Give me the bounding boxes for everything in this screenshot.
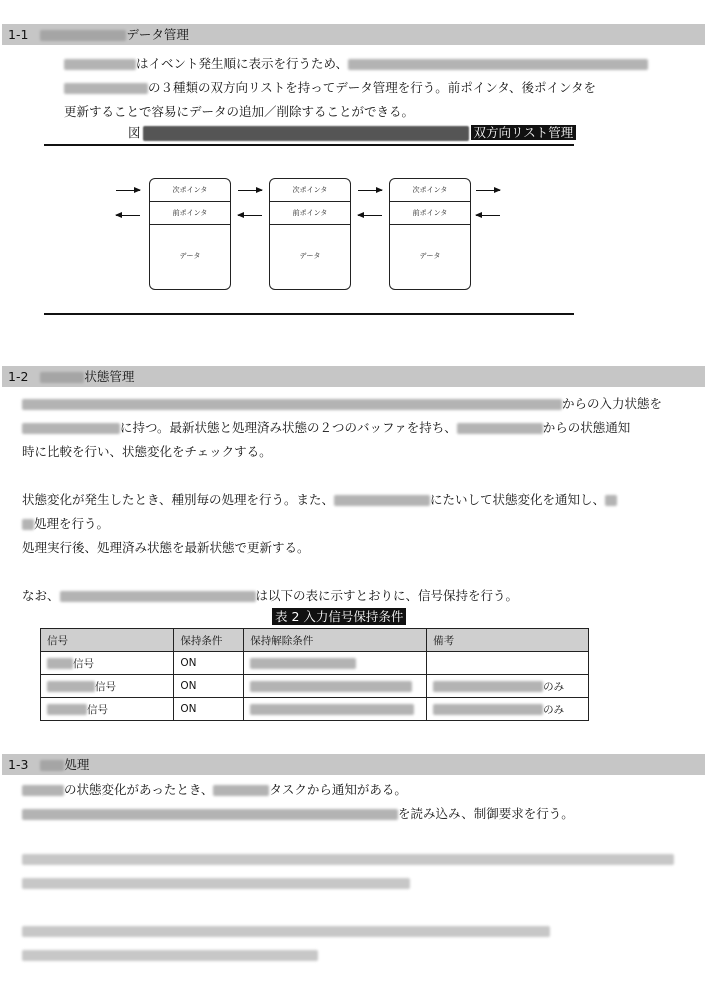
next-pointer-label: 次ポインタ bbox=[150, 179, 230, 202]
figure-caption: 図 双方向リスト管理 bbox=[128, 124, 576, 141]
cell-hold: ON bbox=[174, 675, 244, 698]
blurred-paragraph-2 bbox=[22, 926, 550, 961]
arrow-next-out bbox=[476, 190, 500, 191]
cell-note: のみ bbox=[427, 675, 589, 698]
section-title: データ管理 bbox=[126, 27, 189, 42]
col-hold-cond: 保持条件 bbox=[174, 629, 244, 652]
figure-bottom-rule bbox=[44, 313, 574, 315]
cell-release bbox=[244, 652, 427, 675]
cell-hold: ON bbox=[174, 652, 244, 675]
data-label: データ bbox=[179, 252, 201, 260]
col-release-cond: 保持解除条件 bbox=[244, 629, 427, 652]
list-node-2 bbox=[269, 178, 351, 290]
s1-line-2: の３種類の双方向リストを持ってデータ管理を行う。前ポインタ、後ポインタを bbox=[64, 80, 596, 96]
section-header-1-3 bbox=[2, 754, 705, 775]
figure-top-rule bbox=[44, 144, 574, 146]
list-node-1 bbox=[149, 178, 231, 290]
arrow-prev-3-2 bbox=[358, 215, 382, 216]
cell-signal: 信号 bbox=[41, 698, 174, 721]
section-number: 1-3 bbox=[8, 757, 29, 772]
arrow-next-2-3 bbox=[358, 190, 382, 191]
list-node-3 bbox=[389, 178, 471, 290]
table-row bbox=[41, 675, 589, 698]
cell-note bbox=[427, 652, 589, 675]
section-header-1-2 bbox=[2, 366, 705, 387]
cell-release bbox=[244, 675, 427, 698]
arrow-prev-in bbox=[476, 215, 500, 216]
s1-line-1: はイベント発生順に表示を行うため、 bbox=[64, 56, 648, 72]
section-number: 1-1 bbox=[8, 27, 29, 42]
prev-pointer-label: 前ポインタ bbox=[150, 202, 230, 225]
table-header-row bbox=[41, 629, 589, 652]
section-header-1-1 bbox=[2, 24, 705, 45]
section-title: 処理 bbox=[64, 757, 90, 772]
s2-p1-line-1: からの入力状態を bbox=[22, 396, 662, 412]
s3-line-1: の状態変化があったとき、 タスクから通知がある。 bbox=[22, 782, 407, 798]
col-signal: 信号 bbox=[41, 629, 174, 652]
section-title: 状態管理 bbox=[84, 369, 135, 384]
prev-pointer-label: 前ポインタ bbox=[390, 202, 470, 225]
blurred-paragraph-1 bbox=[22, 854, 674, 889]
arrow-prev-2-1 bbox=[238, 215, 262, 216]
s2-p2-line-2: 処理を行う。 bbox=[22, 516, 109, 532]
cell-release bbox=[244, 698, 427, 721]
table-row bbox=[41, 652, 589, 675]
cell-signal: 信号 bbox=[41, 675, 174, 698]
table-caption: 表 2 入力信号保持条件 bbox=[272, 608, 406, 625]
cell-hold: ON bbox=[174, 698, 244, 721]
data-label: データ bbox=[419, 252, 441, 260]
next-pointer-label: 次ポインタ bbox=[270, 179, 350, 202]
s2-p2-line-1: 状態変化が発生したとき、種別毎の処理を行う。また、 にたいして状態変化を通知し、 bbox=[22, 492, 617, 508]
col-note: 備考 bbox=[427, 629, 589, 652]
arrow-next-1-2 bbox=[238, 190, 262, 191]
s2-p1-line-3: 時に比較を行い、状態変化をチェックする。 bbox=[22, 444, 272, 459]
arrow-prev-out bbox=[116, 215, 140, 216]
data-label: データ bbox=[299, 252, 321, 260]
s1-line-3: 更新することで容易にデータの追加／削除することができる。 bbox=[64, 104, 415, 119]
s2-p2-line-3: 処理実行後、処理済み状態を最新状態で更新する。 bbox=[22, 540, 310, 555]
signal-hold-table bbox=[40, 628, 589, 721]
cell-signal: 信号 bbox=[41, 652, 174, 675]
s2-p3-line: なお、 は以下の表に示すとおりに、信号保持を行う。 bbox=[22, 588, 519, 603]
arrow-next-in bbox=[116, 190, 140, 191]
s2-p1-line-2: に持つ。最新状態と処理済み状態の２つのバッファを持ち、 からの状態通知 bbox=[22, 420, 630, 436]
s3-line-2: を読み込み、制御要求を行う。 bbox=[22, 806, 574, 822]
section-number: 1-2 bbox=[8, 369, 29, 384]
next-pointer-label: 次ポインタ bbox=[390, 179, 470, 202]
cell-note: のみ bbox=[427, 698, 589, 721]
prev-pointer-label: 前ポインタ bbox=[270, 202, 350, 225]
table-row bbox=[41, 698, 589, 721]
